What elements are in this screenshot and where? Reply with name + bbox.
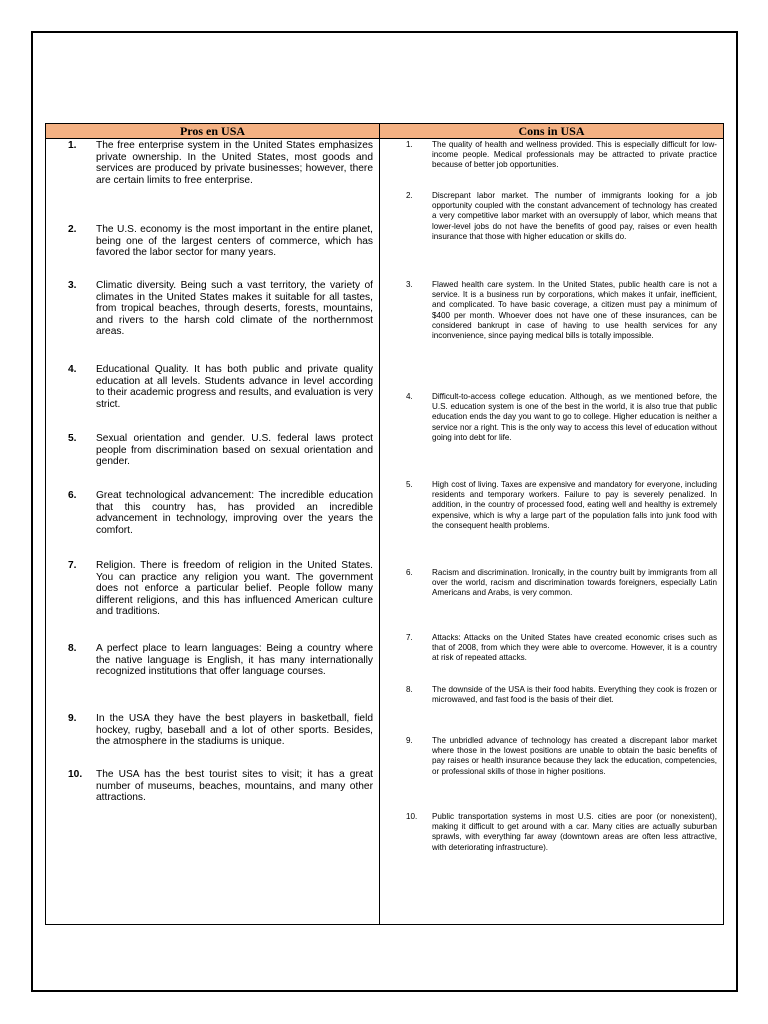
pros-item [46, 224, 373, 259]
item-number: 5. [406, 480, 413, 489]
cons-column [380, 124, 723, 924]
pros-item [46, 713, 373, 748]
item-number: 6. [68, 490, 77, 501]
pros-header: Pros en USA [46, 124, 379, 139]
pros-item [46, 643, 373, 678]
item-text: Religion. There is freedom of religion in the United States. You can practice any religion you want. The government does not enforce a particular belief. People follow many different religions, and this has influenced American culture and traditions. [96, 560, 373, 617]
item-number: 7. [406, 633, 413, 642]
pros-cons-table [45, 123, 724, 925]
item-number: 3. [68, 280, 77, 291]
cons-item [380, 736, 717, 777]
cons-item [380, 568, 717, 599]
item-number: 1. [68, 140, 77, 151]
cons-item [380, 633, 717, 664]
pros-item [46, 280, 373, 338]
item-text: High cost of living. Taxes are expensive and mandatory for everyone, including residents and temporary workers. Failure to pay is severely penalized. In addition, in the country of processed food, eating well and healthy is extremely expensive, which is why a large part of the population falls into junk food with the consequent health problems. [432, 480, 717, 530]
pros-item [46, 560, 373, 618]
cons-item [380, 191, 717, 242]
item-number: 2. [68, 224, 77, 235]
cons-header: Cons in USA [380, 124, 723, 139]
item-text: Educational Quality. It has both public and private quality education at all levels. Students advance in level according to their academic progress and results, and evaluation is very strict. [96, 364, 373, 410]
item-number: 2. [406, 191, 413, 200]
item-number: 10. [406, 812, 418, 821]
pros-column [46, 124, 380, 924]
item-number: 5. [68, 433, 77, 444]
item-number: 9. [68, 713, 77, 724]
pros-item [46, 433, 373, 468]
item-number: 6. [406, 568, 413, 577]
cons-item [380, 392, 717, 443]
cons-item [380, 812, 717, 853]
item-number: 8. [406, 685, 413, 694]
cons-item [380, 685, 717, 705]
item-text: Discrepant labor market. The number of immigrants looking for a job opportunity coupled with the constant advancement of technology has created a very competitive labor market with an oversupply of labor, which means that lower-level jobs do not have the benefits of good pay, raises or even health insurance that those with higher education or skills do. [432, 191, 717, 241]
pros-item [46, 364, 373, 410]
item-text: Sexual orientation and gender. U.S. federal laws protect people from discrimination based on sexual orientation and gender. [96, 433, 373, 467]
item-text: The unbridled advance of technology has created a discrepant labor market where those in the lowest positions are unable to obtain the basic benefits of pay raises or health insurance because they lack the education, competencies, or professional skills of those in higher positions. [432, 736, 717, 776]
item-text: Racism and discrimination. Ironically, in the country built by immigrants from all over the world, racism and discrimination towards foreigners, especially Latin Americans and Arabs, is very common. [432, 568, 717, 598]
item-text: In the USA they have the best players in basketball, field hockey, rugby, baseball and a lot of other sports. Besides, the atmosphere in the stadiums is unique. [96, 713, 373, 747]
item-text: The free enterprise system in the United States emphasizes private ownership. In the United States, most goods and services are produced by private businesses; however, there are certain limits to free enterprise. [96, 140, 373, 186]
item-text: Difficult-to-access college education. Although, as we mentioned before, the U.S. education system is one of the best in the world, it is also true that public education ends the day you want to go to college. Higher education is neither a service nor a right. This is the only way to access this level of education without going into debt for life. [432, 392, 717, 442]
item-text: Climatic diversity. Being such a vast territory, the variety of climates in the United States makes it suitable for all tastes, from tropical beaches, through deserts, forests, mountains, and rivers to the harsh cold climate of the northernmost areas. [96, 280, 373, 337]
item-number: 1. [406, 140, 413, 149]
pros-item [46, 490, 373, 536]
item-number: 7. [68, 560, 77, 571]
item-number: 9. [406, 736, 413, 745]
cons-item [380, 140, 717, 171]
cons-item [380, 480, 717, 531]
pros-item [46, 769, 373, 804]
item-text: The downside of the USA is their food habits. Everything they cook is frozen or microwaved, and fast food is the basis of their diet. [432, 685, 717, 705]
item-number: 4. [406, 392, 413, 401]
item-text: Attacks: Attacks on the United States have created economic crises such as that of 2008, from which they were able to overcome. However, it is a country at risk of repeated attacks. [432, 633, 717, 663]
item-number: 4. [68, 364, 77, 375]
item-text: Public transportation systems in most U.S. cities are poor (or nonexistent), making it difficult to get around with a car. Many cities are actually suburban sprawls, with everything far away (downtown areas are often less attractive, with deteriorating infrastructure). [432, 812, 717, 852]
item-text: A perfect place to learn languages: Being a country where the native language is English, it has many internationally recognized institutions that offer language courses. [96, 643, 373, 677]
item-number: 10. [68, 769, 83, 780]
item-text: The quality of health and wellness provided. This is especially difficult for low-income people. Medical professionals may be attracted to private practice because of better job opportunities. [432, 140, 717, 170]
cons-item [380, 280, 717, 341]
item-text: The U.S. economy is the most important in the entire planet, being one of the largest centers of commerce, which has favored the labor sector for many years. [96, 224, 373, 258]
item-text: Flawed health care system. In the United States, public health care is not a service. It is a business run by corporations, which makes it unfair, inefficient, and complicated. To have basic coverage, a citizen must pay a minimum of $400 per month. Whoever does not have one of these insurances, can be considered bankrupt in case of having to use health services for any inconvenience, since paying medical bills is totally impossible. [432, 280, 717, 341]
item-text: The USA has the best tourist sites to visit; it has a great number of museums, beaches, mountains, and many other attractions. [96, 769, 373, 803]
item-text: Great technological advancement: The incredible education that this country has, has provided an incredible advancement in technology, improving over the years the comfort. [96, 490, 373, 536]
item-number: 8. [68, 643, 77, 654]
item-number: 3. [406, 280, 413, 289]
pros-item [46, 140, 373, 186]
